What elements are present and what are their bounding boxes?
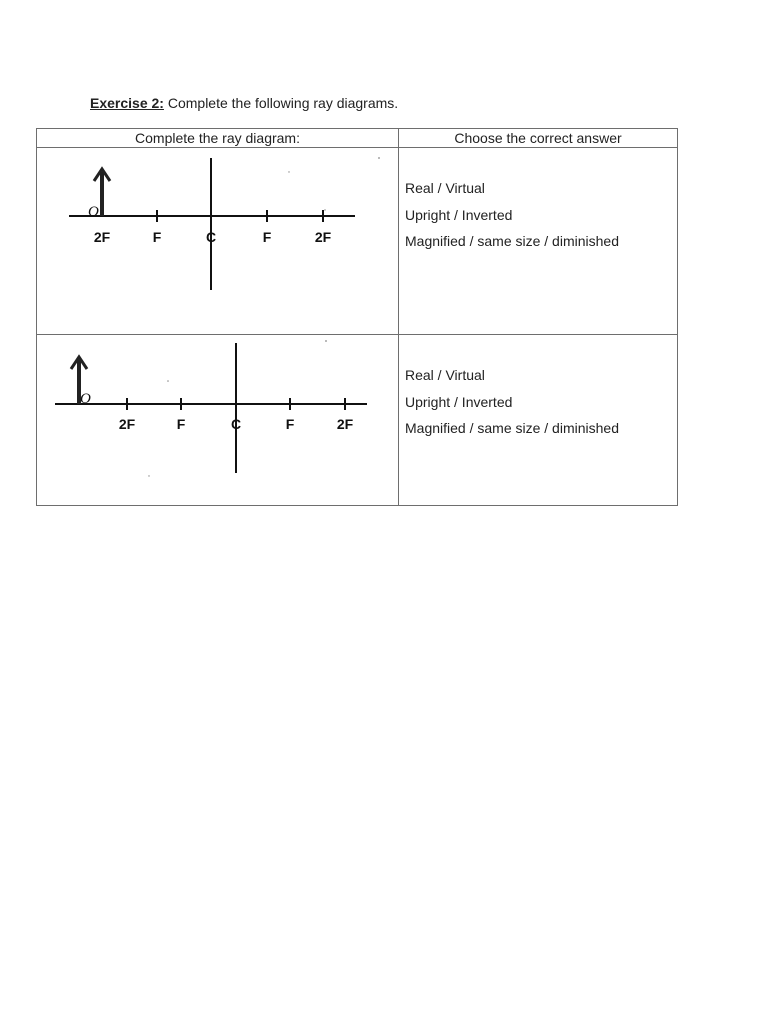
answer-size[interactable]: Magnified / same size / diminished [405, 420, 619, 436]
header-complete-diagram: Complete the ray diagram: [37, 129, 399, 148]
axis-label-2f-right: 2F [314, 229, 332, 245]
ray-diagram-1 [37, 148, 399, 334]
axis-label-center: C [230, 416, 242, 432]
axis-label-f-right: F [262, 229, 272, 245]
answer-size[interactable]: Magnified / same size / diminished [405, 233, 619, 249]
answer-upright-inverted[interactable]: Upright / Inverted [405, 206, 513, 223]
object-label: O [80, 391, 91, 407]
answer-real-virtual[interactable]: Real / Virtual [405, 367, 485, 383]
axis-label-2f-right: 2F [336, 416, 354, 432]
axis-label-2f-left: 2F [93, 229, 111, 245]
exercise-label: Exercise 2: [90, 95, 164, 111]
table-header-row [37, 129, 678, 148]
header-choose-answer: Choose the correct answer [399, 129, 678, 148]
axis-label-f-right: F [285, 416, 295, 432]
axis-label-f-left: F [176, 416, 186, 432]
ray-diagram-cell[interactable] [37, 335, 399, 506]
answer-upright-inverted[interactable]: Upright / Inverted [405, 393, 513, 410]
axis-label-2f-left: 2F [118, 416, 136, 432]
ray-diagram-cell[interactable] [37, 148, 399, 335]
exercise-instructions: Complete the following ray diagrams. [167, 95, 399, 111]
axis-label-f-left: F [152, 229, 162, 245]
answer-real-virtual[interactable]: Real / Virtual [405, 180, 485, 196]
answer-cell [399, 148, 678, 335]
table-row [37, 335, 678, 506]
axis-label-center: C [205, 229, 217, 245]
object-label: O [88, 204, 99, 220]
answer-cell [399, 335, 678, 506]
ray-diagram-table [36, 128, 678, 506]
ray-diagram-2 [37, 335, 399, 505]
exercise-heading [90, 94, 398, 112]
table-row [37, 148, 678, 335]
